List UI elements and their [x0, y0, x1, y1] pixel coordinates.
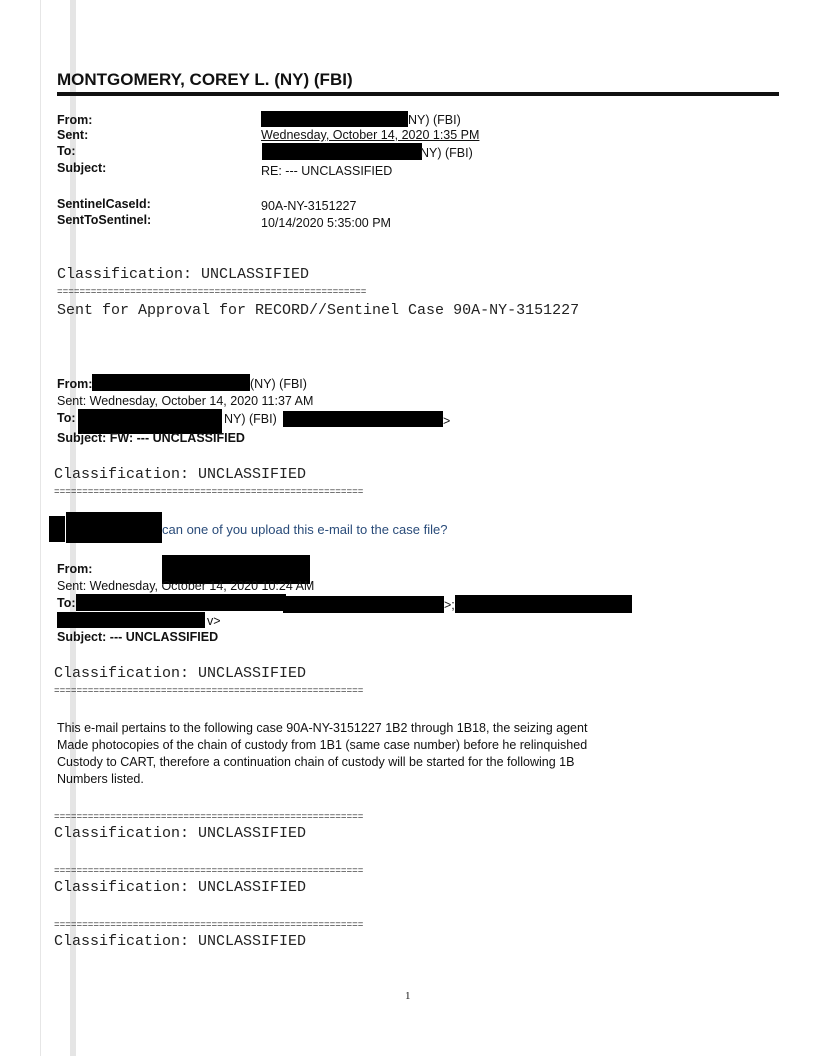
m1-sent-label: Sent: — [57, 128, 89, 142]
footer-divider-1: ======================================================= — [54, 811, 364, 822]
m2-classification: Classification: UNCLASSIFIED — [54, 466, 307, 483]
m2-to-end: > — [443, 414, 451, 428]
m2-body: can one of you upload this e-mail to the case file? — [162, 522, 448, 537]
redaction — [283, 411, 443, 427]
footer-classification-2: Classification: UNCLASSIFIED — [54, 879, 307, 896]
m3-sent-line: Sent: Wednesday, October 14, 2020 10:24 AM — [57, 579, 315, 593]
m1-subject-value: RE: --- UNCLASSIFIED — [261, 164, 393, 178]
m1-from-label: From: — [57, 113, 93, 127]
m3-from-label: From: — [57, 562, 93, 576]
m3-divider: ======================================================= — [54, 685, 364, 696]
m3-body-line-3: Custody to CART, therefore a continuation chain of custody will be started for the following 1B — [57, 755, 575, 769]
m2-to-label: To: — [57, 411, 76, 425]
m3-to-end: v> — [207, 614, 221, 628]
redaction — [455, 595, 632, 613]
footer-divider-3: ======================================================= — [54, 919, 364, 930]
m1-to-value: NY) (FBI) — [420, 146, 473, 160]
redaction — [76, 594, 286, 611]
page-header-name: MONTGOMERY, COREY L. (NY) (FBI) — [57, 70, 353, 89]
m1-case-label: SentinelCaseId: — [57, 197, 151, 211]
m2-to-value: NY) (FBI) — [224, 412, 277, 426]
m3-body-line-4: Numbers listed. — [57, 772, 144, 786]
m1-divider: ======================================================= — [57, 286, 367, 297]
m1-classification: Classification: UNCLASSIFIED — [57, 266, 310, 283]
m2-from-value: (NY) (FBI) — [250, 377, 307, 391]
redaction — [57, 612, 205, 628]
footer-classification-1: Classification: UNCLASSIFIED — [54, 825, 307, 842]
m3-subject-line: Subject: --- UNCLASSIFIED — [57, 630, 219, 644]
header-rule — [57, 92, 779, 96]
m1-body: Sent for Approval for RECORD//Sentinel Case 90A-NY-3151227 — [57, 302, 580, 319]
m1-case-value: 90A-NY-3151227 — [261, 199, 357, 213]
m2-from-label: From: — [57, 377, 93, 391]
m1-from-value: NY) (FBI) — [408, 113, 461, 127]
m3-to-sep: >; — [444, 598, 455, 612]
m1-senttosentinel-label: SentToSentinel: — [57, 213, 152, 227]
redaction — [92, 374, 250, 391]
page-number: 1 — [405, 990, 411, 1002]
redaction — [49, 516, 65, 542]
footer-classification-3: Classification: UNCLASSIFIED — [54, 933, 307, 950]
m1-senttosentinel-value: 10/14/2020 5:35:00 PM — [261, 216, 391, 230]
redaction — [283, 596, 444, 613]
redaction — [261, 111, 408, 127]
redaction — [262, 143, 422, 160]
footer-divider-2: ======================================================= — [54, 865, 364, 876]
page-edge — [40, 0, 41, 1056]
m1-subject-label: Subject: — [57, 161, 107, 175]
m3-body-line-2: Made photocopies of the chain of custody from 1B1 (same case number) before he relinquished — [57, 738, 588, 752]
m2-subject-line: Subject: FW: --- UNCLASSIFIED — [57, 431, 245, 445]
m3-body-line-1: This e-mail pertains to the following case 90A-NY-3151227 1B2 through 1B18, the seizing agent — [57, 721, 588, 735]
m1-to-label: To: — [57, 144, 76, 158]
m1-sent-value: Wednesday, October 14, 2020 1:35 PM — [261, 128, 480, 142]
m2-sent-line: Sent: Wednesday, October 14, 2020 11:37 AM — [57, 394, 314, 408]
m3-to-label: To: — [57, 596, 76, 610]
m2-divider: ======================================================= — [54, 486, 364, 497]
m3-classification: Classification: UNCLASSIFIED — [54, 665, 307, 682]
redaction — [66, 512, 162, 543]
